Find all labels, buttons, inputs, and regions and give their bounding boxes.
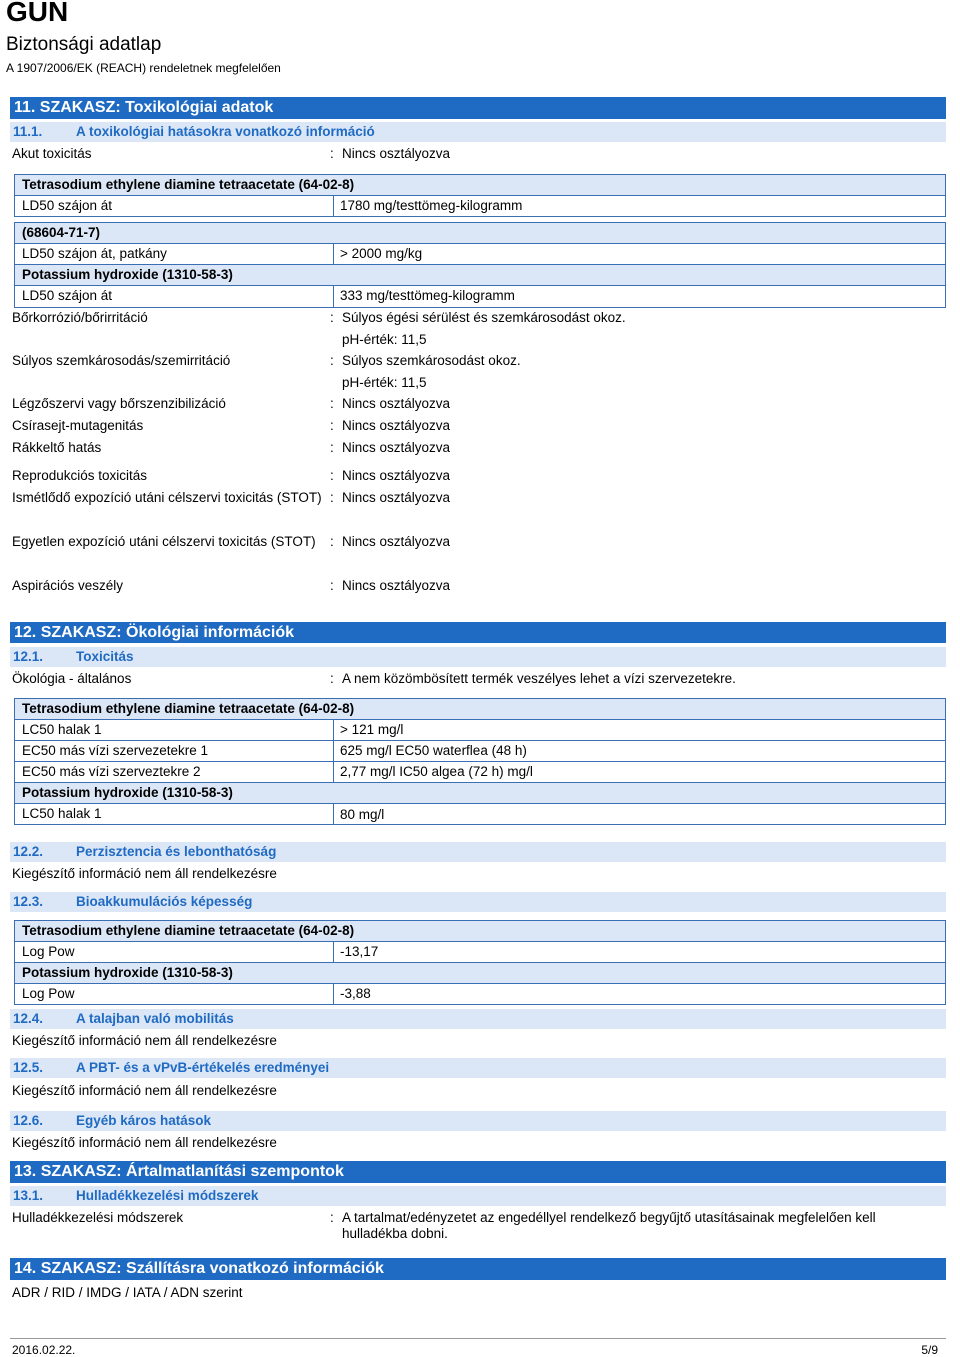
row-value-extra: pH-érték: 11,5	[342, 332, 427, 347]
footer-divider	[10, 1338, 946, 1339]
row-label: Ökológia - általános	[12, 671, 132, 686]
subsection-number: 12.3.	[13, 894, 44, 909]
table-row	[15, 244, 945, 265]
table-header	[15, 963, 945, 984]
bioaccumulation-table	[14, 920, 946, 1005]
column-divider	[333, 196, 334, 216]
table-row	[15, 720, 945, 741]
table-header	[15, 223, 945, 244]
subsection-number: 11.1.	[13, 124, 43, 139]
subsection-title: Hulladékkezelési módszerek	[76, 1188, 259, 1203]
cell-value: 625 mg/l EC50 waterflea (48 h)	[340, 743, 527, 758]
row-colon: :	[330, 671, 334, 686]
table-row	[15, 804, 945, 824]
row-colon: :	[330, 146, 334, 161]
row-colon: :	[330, 578, 334, 593]
table-row	[15, 984, 945, 1004]
table-row	[15, 762, 945, 783]
section-12-header: 12. SZAKASZ: Ökológiai információk	[10, 622, 946, 643]
page-number: 5/9	[921, 1343, 938, 1357]
row-colon: :	[330, 490, 334, 505]
cell-value: 2,77 mg/l IC50 algea (72 h) mg/l	[340, 764, 533, 779]
substance-name: Tetrasodium ethylene diamine tetraacetate (64-02-8)	[22, 177, 355, 192]
row-colon: :	[330, 440, 334, 455]
subsection-number: 12.4.	[13, 1011, 44, 1026]
row-value: A nem közömbösített termék veszélyes lehet a vízi szervezetekre.	[342, 671, 736, 686]
row-value: Nincs osztályozva	[342, 490, 451, 505]
row-label: Aspirációs veszély	[12, 578, 124, 593]
row-value: Súlyos szemkárosodást okoz.	[342, 353, 521, 368]
column-divider	[333, 720, 334, 740]
substance-name: Potassium hydroxide (1310-58-3)	[22, 785, 233, 800]
footer-date: 2016.02.22.	[12, 1343, 76, 1357]
row-label: Csírasejt-mutagenitás	[12, 418, 144, 433]
row-label: Rákkeltő hatás	[12, 440, 102, 455]
column-divider	[333, 984, 334, 1004]
row-colon: :	[330, 1210, 334, 1225]
cell-label: LC50 halak 1	[22, 722, 102, 737]
document-title: GUN	[6, 0, 69, 27]
substance-name: Tetrasodium ethylene diamine tetraacetate (64-02-8)	[22, 701, 355, 716]
section-14-header: 14. SZAKASZ: Szállításra vonatkozó információk	[10, 1258, 946, 1280]
subsection-number: 12.5.	[13, 1060, 44, 1075]
other-effects-text: Kiegészítő információ nem áll rendelkezésre	[12, 1135, 277, 1150]
cell-value: 333 mg/testtömeg-kilogramm	[340, 288, 515, 303]
row-label: Reprodukciós toxicitás	[12, 468, 148, 483]
substance-name: Potassium hydroxide (1310-58-3)	[22, 965, 233, 980]
table-row	[15, 942, 945, 963]
pbt-text: Kiegészítő információ nem áll rendelkezésre	[12, 1083, 277, 1098]
cell-label: LC50 halak 1	[22, 806, 102, 821]
row-colon: :	[330, 396, 334, 411]
cell-label: EC50 más vízi szerveztekre 2	[22, 764, 201, 779]
row-colon: :	[330, 310, 334, 325]
row-value: Nincs osztályozva	[342, 396, 451, 411]
subsection-title: Egyéb káros hatások	[76, 1113, 212, 1128]
table-row	[15, 286, 945, 307]
column-divider	[333, 942, 334, 962]
cell-value: > 121 mg/l	[340, 722, 404, 737]
row-value: Súlyos égési sérülést és szemkárosodást okoz.	[342, 310, 626, 325]
row-label: Akut toxicitás	[12, 146, 92, 161]
subsection-12-2	[10, 842, 946, 862]
row-value: Nincs osztályozva	[342, 418, 451, 433]
table-row	[15, 196, 945, 216]
cell-value: -3,88	[340, 986, 371, 1001]
cell-label: LD50 szájon át	[22, 198, 113, 213]
subsection-title: Perzisztencia és lebonthatóság	[76, 844, 277, 859]
row-value: Nincs osztályozva	[342, 578, 451, 593]
subsection-title: A talajban való mobilitás	[76, 1011, 234, 1026]
document-subtitle: Biztonsági adatlap	[6, 34, 162, 55]
subsection-number: 12.6.	[13, 1113, 44, 1128]
tox-table-other	[14, 222, 946, 308]
persistence-text: Kiegészítő információ nem áll rendelkezésre	[12, 866, 277, 881]
cell-value: -13,17	[340, 944, 379, 959]
column-divider	[333, 244, 334, 264]
table-row	[15, 741, 945, 762]
cell-label: Log Pow	[22, 986, 75, 1001]
subsection-13-1	[10, 1186, 946, 1206]
row-colon: :	[330, 468, 334, 483]
tox-table-tetra	[14, 174, 946, 217]
row-label: Bőrkorrózió/bőrirritáció	[12, 310, 148, 325]
regulation-line: A 1907/2006/EK (REACH) rendeletnek megfelelően	[6, 61, 281, 75]
subsection-title: Bioakkumulációs képesség	[76, 894, 253, 909]
cell-value: > 2000 mg/kg	[340, 246, 423, 261]
table-header	[15, 921, 945, 942]
subsection-title: A toxikológiai hatásokra vonatkozó információ	[76, 124, 375, 139]
transport-text: ADR / RID / IMDG / IATA / ADN szerint	[12, 1285, 243, 1300]
cell-label: EC50 más vízi szervezetekre 1	[22, 743, 209, 758]
table-header	[15, 265, 945, 286]
subsection-12-1	[10, 647, 946, 667]
subsection-title: A PBT- és a vPvB-értékelés eredményei	[76, 1060, 330, 1075]
row-value: A tartalmat/edényzetet az engedéllyel rendelkező begyűjtő utasításainak megfelelően kell hulladékba dobni.	[342, 1210, 876, 1241]
row-value: Nincs osztályozva	[342, 468, 451, 483]
row-colon: :	[330, 418, 334, 433]
subsection-12-5	[10, 1058, 946, 1078]
cell-label: Log Pow	[22, 944, 75, 959]
row-value: Nincs osztályozva	[342, 440, 451, 455]
row-colon: :	[330, 534, 334, 549]
row-value: Nincs osztályozva	[342, 146, 451, 161]
table-header	[15, 175, 945, 196]
row-value-extra: pH-érték: 11,5	[342, 375, 427, 390]
section-13-header: 13. SZAKASZ: Ártalmatlanítási szempontok	[10, 1161, 946, 1183]
row-label: Egyetlen expozíció utáni célszervi toxicitás (STOT)	[12, 534, 316, 549]
row-value: Nincs osztályozva	[342, 534, 451, 549]
subsection-title: Toxicitás	[76, 649, 134, 664]
ecotox-table	[14, 698, 946, 825]
column-divider	[333, 741, 334, 761]
mobility-text: Kiegészítő információ nem áll rendelkezésre	[12, 1033, 277, 1048]
row-label: Súlyos szemkárosodás/szemirritáció	[12, 353, 231, 368]
cell-label: LD50 szájon át, patkány	[22, 246, 167, 261]
substance-name: (68604-71-7)	[22, 225, 101, 240]
substance-name: Potassium hydroxide (1310-58-3)	[22, 267, 233, 282]
row-label: Légzőszervi vagy bőrszenzibilizáció	[12, 396, 226, 411]
subsection-11-1	[10, 122, 946, 142]
row-colon: :	[330, 353, 334, 368]
cell-value: 1780 mg/testtömeg-kilogramm	[340, 198, 523, 213]
subsection-12-6	[10, 1111, 946, 1131]
row-label: Ismétlődő expozíció utáni célszervi toxicitás (STOT)	[12, 490, 322, 505]
subsection-number: 12.2.	[13, 844, 44, 859]
table-header	[15, 699, 945, 720]
subsection-12-4	[10, 1009, 946, 1029]
cell-label: LD50 szájon át	[22, 288, 113, 303]
subsection-number: 12.1.	[13, 649, 44, 664]
section-11-header: 11. SZAKASZ: Toxikológiai adatok	[10, 97, 946, 119]
table-header	[15, 783, 945, 804]
column-divider	[333, 804, 334, 824]
row-label: Hulladékkezelési módszerek	[12, 1210, 184, 1225]
subsection-12-3	[10, 892, 946, 912]
cell-value: 80 mg/l	[340, 807, 385, 822]
column-divider	[333, 762, 334, 782]
column-divider	[333, 286, 334, 307]
subsection-number: 13.1.	[13, 1188, 44, 1203]
substance-name: Tetrasodium ethylene diamine tetraacetate (64-02-8)	[22, 923, 355, 938]
